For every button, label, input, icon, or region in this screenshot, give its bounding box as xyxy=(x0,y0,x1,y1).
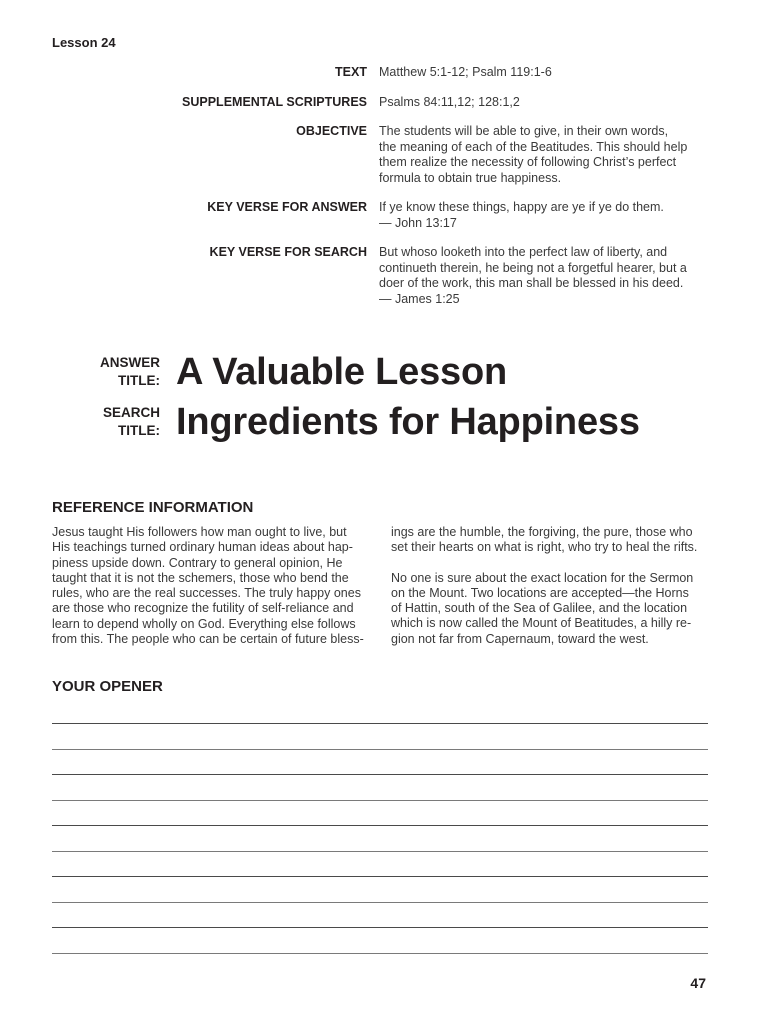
search-title-label xyxy=(52,404,160,440)
meta-value xyxy=(379,124,695,186)
body-line: piness upside down. Contrary to general opinion, He xyxy=(52,555,343,570)
body-line: No one is sure about the exact location for the Sermon xyxy=(391,570,694,585)
meta-line: Matthew 5:1-12; Psalm 119:1-6 xyxy=(379,65,552,79)
body-line: gion not far from Capernaum, toward the west. xyxy=(391,631,649,646)
meta-label: SUPPLEMENTAL SCRIPTURES xyxy=(182,94,367,109)
body-line: learn to depend wholly on God. Everything else follows xyxy=(52,616,356,631)
writing-line[interactable] xyxy=(52,800,708,826)
writing-line[interactable] xyxy=(52,774,708,800)
meta-row-key-verse-search xyxy=(52,245,708,307)
lesson-titles xyxy=(52,347,732,447)
body-line: taught that it is not the schemers, those who bend the xyxy=(52,570,349,585)
meta-line: doer of the work, this man shall be blessed in his deed. xyxy=(379,276,684,290)
reference-column-right xyxy=(391,525,707,647)
body-line: of Hattin, south of the Sea of Galilee, and the location xyxy=(391,601,688,616)
page-number: 47 xyxy=(690,975,706,991)
meta-value xyxy=(379,200,695,231)
body-line: His teachings turned ordinary human ideas about hap- xyxy=(52,540,353,555)
meta-line: Psalms 84:11,12; 128:1,2 xyxy=(379,94,520,109)
meta-line: The students will be able to give, in their own words, xyxy=(379,124,669,138)
meta-label: TEXT xyxy=(335,65,367,79)
meta-line: continueth therein, he being not a forgetful hearer, but a xyxy=(379,260,687,275)
title-label-line: TITLE: xyxy=(118,423,160,438)
body-line: set their hearts on what is right, who try to heal the rifts. xyxy=(391,540,698,555)
answer-title-label xyxy=(52,354,160,390)
meta-line: formula to obtain true happiness. xyxy=(379,170,562,185)
search-title: Ingredients for Happiness xyxy=(176,400,640,443)
title-label-line: ANSWER xyxy=(100,355,160,370)
search-title-row xyxy=(52,397,732,447)
meta-label: KEY VERSE FOR ANSWER xyxy=(207,200,367,214)
meta-line: — James 1:25 xyxy=(379,291,460,306)
meta-value xyxy=(379,245,695,307)
writing-line[interactable] xyxy=(52,927,708,953)
meta-label: OBJECTIVE xyxy=(296,124,367,138)
title-label-line: SEARCH xyxy=(102,405,160,420)
meta-row-objective xyxy=(52,124,708,186)
body-line: are those who recognize the futility of self-reliance and xyxy=(52,601,354,616)
meta-row-supplemental xyxy=(52,95,708,111)
body-line: from this. The people who can be certain of future bless- xyxy=(52,632,364,647)
lesson-metadata xyxy=(52,65,708,321)
meta-line: the meaning of each of the Beatitudes. This should help xyxy=(379,139,688,154)
meta-line: But whoso looketh into the perfect law of liberty, and xyxy=(379,245,668,259)
writing-line[interactable] xyxy=(52,876,708,902)
writing-line[interactable] xyxy=(52,723,708,749)
body-line: rules, who are the real successes. The truly happy ones xyxy=(52,586,361,601)
body-line: which is now called the Mount of Beatitudes, a hilly re- xyxy=(391,616,692,631)
meta-line: — John 13:17 xyxy=(379,215,457,230)
title-label-line: TITLE: xyxy=(118,373,160,388)
answer-title-row xyxy=(52,347,732,397)
reference-column-left xyxy=(52,525,368,647)
writing-line[interactable] xyxy=(52,825,708,851)
meta-value xyxy=(379,95,695,111)
reference-heading: REFERENCE INFORMATION xyxy=(52,499,254,516)
opener-heading: YOUR OPENER xyxy=(52,678,163,695)
body-line: ings are the humble, the forgiving, the pure, those who xyxy=(391,525,693,539)
body-line: on the Mount. Two locations are accepted—the Horns xyxy=(391,585,689,600)
writing-line[interactable] xyxy=(52,953,708,979)
meta-line: them realize the necessity of following Christ’s perfect xyxy=(379,155,677,169)
paragraph-gap xyxy=(391,556,707,571)
meta-label: KEY VERSE FOR SEARCH xyxy=(209,245,367,259)
opener-writing-lines xyxy=(52,723,708,978)
writing-line[interactable] xyxy=(52,851,708,877)
meta-row-key-verse-answer xyxy=(52,200,708,231)
answer-title: A Valuable Lesson xyxy=(176,350,507,393)
body-line: Jesus taught His followers how man ought to live, but xyxy=(52,525,347,539)
lesson-label: Lesson 24 xyxy=(52,35,116,50)
writing-line[interactable] xyxy=(52,749,708,775)
writing-line[interactable] xyxy=(52,902,708,928)
meta-value xyxy=(379,65,695,81)
meta-row-text xyxy=(52,65,708,81)
meta-line: If ye know these things, happy are ye if ye do them. xyxy=(379,200,664,214)
